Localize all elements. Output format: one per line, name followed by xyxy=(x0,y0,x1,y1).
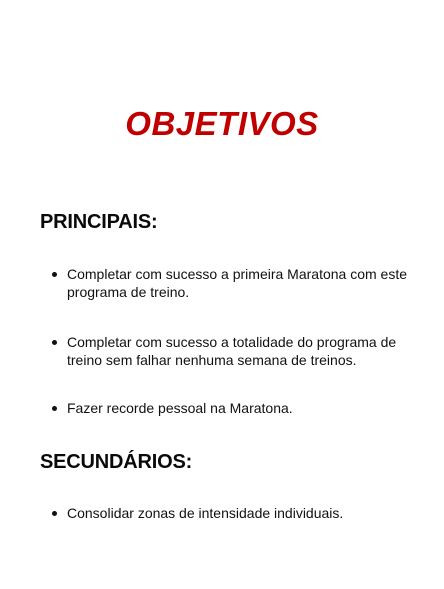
bullet-icon xyxy=(52,511,57,516)
bullet-icon xyxy=(52,272,57,277)
list-item-text: Completar com sucesso a totalidade do programa de treino sem falhar nenhuma semana de treinos. xyxy=(67,334,397,368)
page-title: OBJETIVOS xyxy=(125,105,319,142)
list-item-text: Fazer recorde pessoal na Maratona. xyxy=(67,400,293,416)
list-item xyxy=(52,265,412,301)
section-heading-principais: PRINCIPAIS: xyxy=(40,211,158,233)
list-item-text: Consolidar zonas de intensidade individuais. xyxy=(67,505,344,521)
list-item xyxy=(52,333,412,369)
list-item-text: Completar com sucesso a primeira Maratona com este programa de treino. xyxy=(67,266,408,300)
bullet-icon xyxy=(52,406,57,411)
list-item xyxy=(52,504,412,522)
bullet-icon xyxy=(52,340,57,345)
section-heading-secundarios: SECUNDÁRIOS: xyxy=(40,451,193,473)
list-item xyxy=(52,399,412,417)
